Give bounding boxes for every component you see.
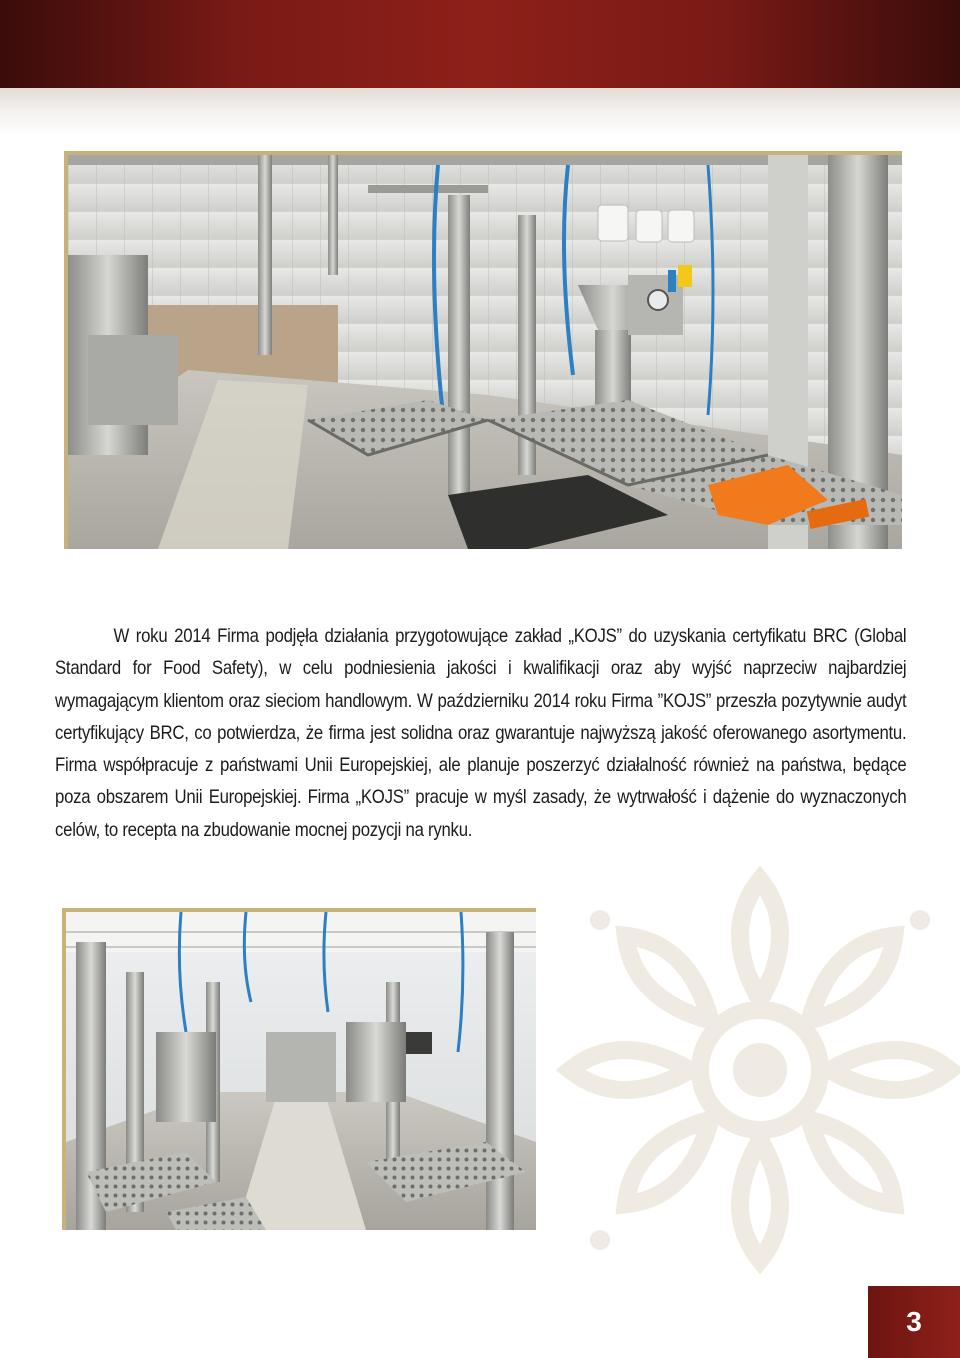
header-fade bbox=[0, 88, 960, 136]
page-number-badge bbox=[868, 1286, 960, 1358]
paragraph-text: W roku 2014 Firma podjęła działania przygotowujące zakład „KOJS” do uzyskania certyfikatu BRC (Global Standard for Food Safety), w celu podniesienia jakości i kwalifikacji oraz aby wyjść naprzeciw najbardziej wymagającym klientom oraz sieciom handlowym. W październiku 2014 roku Firma ”KOJS” przeszła pozytywnie audyt certyfikujący BRC, co potwierdza, że firma jest solidna oraz gwarantuje najwyższą jakość oferowanego asortymentu. Firma współpracuje z państwami Unii Europejskiej, ale planuje poszerzyć działalność również na państwa, będące poza obszarem Unii Europejskiej. Firma „KOJS” pracuje w myśl zasady, że wytrwałość i dążenie do wyznaczonych celów, to recepta na zbudowanie mocnej pozycji na rynku. bbox=[55, 625, 907, 841]
factory-photo-top bbox=[64, 151, 902, 549]
top-header-band bbox=[0, 0, 960, 88]
body-paragraph bbox=[55, 620, 906, 846]
page-number: 3 bbox=[906, 1306, 922, 1337]
flower-ornament-icon bbox=[540, 860, 960, 1280]
factory-equipment-illustration bbox=[68, 155, 902, 549]
factory-photo-bottom bbox=[62, 908, 536, 1230]
factory-hall-illustration bbox=[66, 912, 536, 1230]
